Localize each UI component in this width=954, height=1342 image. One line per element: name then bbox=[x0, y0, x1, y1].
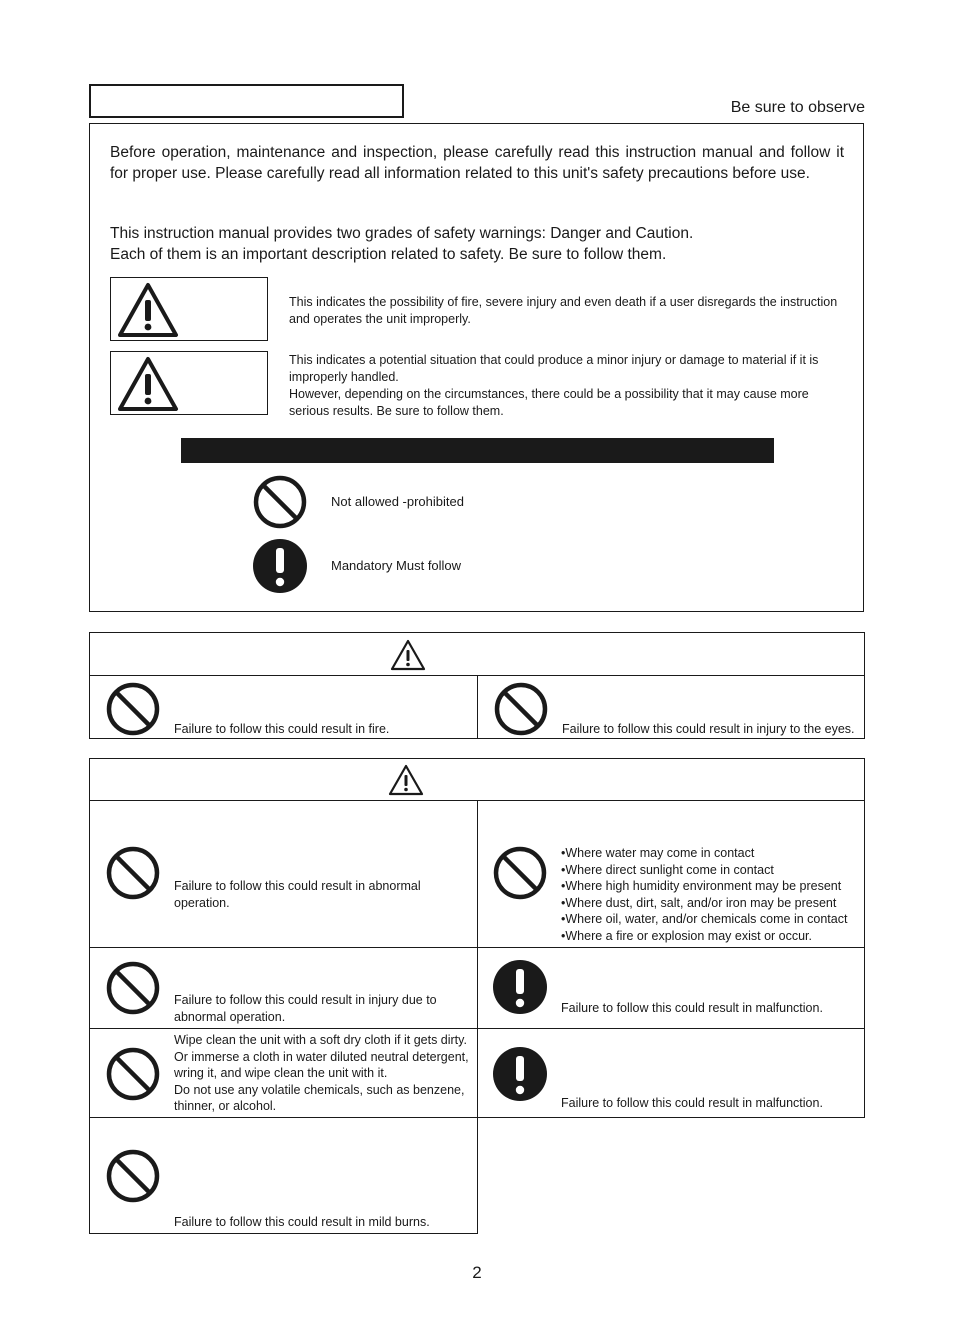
text-line: Or immerse a cloth in water diluted neutral detergent, bbox=[174, 1049, 469, 1064]
prohibited-icon bbox=[106, 961, 160, 1015]
mandatory-icon bbox=[493, 1047, 547, 1101]
prohibited-icon bbox=[253, 475, 307, 529]
symbols-header-bar bbox=[181, 438, 774, 463]
danger-cell-1-text: Failure to follow this could result in fire. bbox=[174, 722, 390, 736]
list-item: •Where water may come in contact bbox=[561, 846, 755, 860]
caution-row-1-left-text: Failure to follow this could result in abnormal operation. bbox=[174, 879, 421, 910]
caution-row-3-left-text bbox=[174, 1032, 474, 1115]
caution-row-1-right bbox=[477, 800, 865, 948]
caution-table-header bbox=[89, 758, 865, 801]
prohibited-icon bbox=[493, 846, 547, 900]
list-item: •Where dust, dirt, salt, and/or iron may be present bbox=[561, 895, 837, 910]
mandatory-label: Mandatory Must follow bbox=[331, 558, 462, 573]
caution-description-2: However, depending on the circumstances, there could be a possibility that it may cause more serious results. Be sure to follow them. bbox=[289, 387, 809, 418]
list-item: •Where oil, water, and/or chemicals come in contact bbox=[561, 912, 848, 926]
page-number: 2 bbox=[472, 1263, 482, 1282]
caution-row-2-right-text: Failure to follow this could result in malfunction. bbox=[561, 1001, 823, 1015]
mandatory-icon bbox=[253, 539, 307, 593]
list-item: •Where a fire or explosion may exist or occur. bbox=[561, 928, 813, 943]
text-line: Do not use any volatile chemicals, such as benzene, bbox=[174, 1082, 465, 1097]
caution-row-2-right bbox=[477, 947, 865, 1029]
caution-row-1-left bbox=[89, 800, 478, 948]
prohibited-label: Not allowed -prohibited bbox=[331, 494, 464, 509]
warning-triangle-icon bbox=[390, 639, 426, 671]
caution-description-1: This indicates a potential situation that could produce a minor injury or damage to material if it is improperly handled. bbox=[289, 353, 819, 384]
danger-grade-box bbox=[110, 277, 268, 341]
danger-table bbox=[89, 632, 865, 739]
caution-grade-box bbox=[110, 351, 268, 415]
warning-triangle-icon bbox=[388, 764, 424, 796]
caution-row-4-left-text: Failure to follow this could result in mild burns. bbox=[174, 1215, 430, 1229]
intro-paragraph-2-line-1: This instruction manual provides two grades of safety warnings: Danger and Caution. bbox=[110, 225, 694, 242]
mandatory-icon bbox=[493, 960, 547, 1014]
observe-note: Be sure to observe bbox=[730, 99, 865, 116]
caution-row-3-right-text: Failure to follow this could result in malfunction. bbox=[561, 1096, 823, 1110]
text-line: thinner, or alcohol. bbox=[174, 1099, 277, 1113]
intro-paragraph-2-line-2: Each of them is an important description related to safety. Be sure to follow them. bbox=[110, 245, 667, 263]
caution-row-1-right-list bbox=[561, 845, 861, 944]
text-line: Wipe clean the unit with a soft dry cloth if it gets dirty. bbox=[174, 1033, 467, 1047]
caution-row-3-left bbox=[89, 1028, 478, 1118]
text-line: wring it, and wipe clean the unit with it. bbox=[174, 1066, 388, 1080]
intro-paragraph-2 bbox=[110, 224, 844, 265]
danger-cell-2-text: Failure to follow this could result in injury to the eyes. bbox=[562, 722, 855, 736]
list-item: •Where direct sunlight come in contact bbox=[561, 862, 774, 877]
prohibited-icon bbox=[106, 682, 160, 736]
prohibited-icon bbox=[106, 846, 160, 900]
list-item: •Where high humidity environment may be present bbox=[561, 879, 842, 893]
caution-row-2-left bbox=[89, 947, 478, 1029]
intro-paragraph-1: Before operation, maintenance and inspection, please carefully read this instruction manual and follow it for proper use. Please carefully read all information related to this unit's safety precautions before use. bbox=[110, 144, 844, 182]
caution-row-2-left-text: Failure to follow this could result in injury due to abnormal operation. bbox=[174, 993, 437, 1024]
caution-row-4-left bbox=[89, 1117, 478, 1234]
section-title-box bbox=[89, 84, 404, 118]
prohibited-icon bbox=[106, 1149, 160, 1203]
danger-description: This indicates the possibility of fire, severe injury and even death if a user disregards the instruction and operates the unit improperly. bbox=[289, 295, 838, 326]
caution-row-3-right bbox=[477, 1028, 865, 1118]
prohibited-icon bbox=[106, 1047, 160, 1101]
prohibited-icon bbox=[494, 682, 548, 736]
warning-triangle-icon bbox=[115, 354, 181, 414]
caution-description bbox=[289, 352, 824, 420]
warning-triangle-icon bbox=[115, 280, 181, 340]
